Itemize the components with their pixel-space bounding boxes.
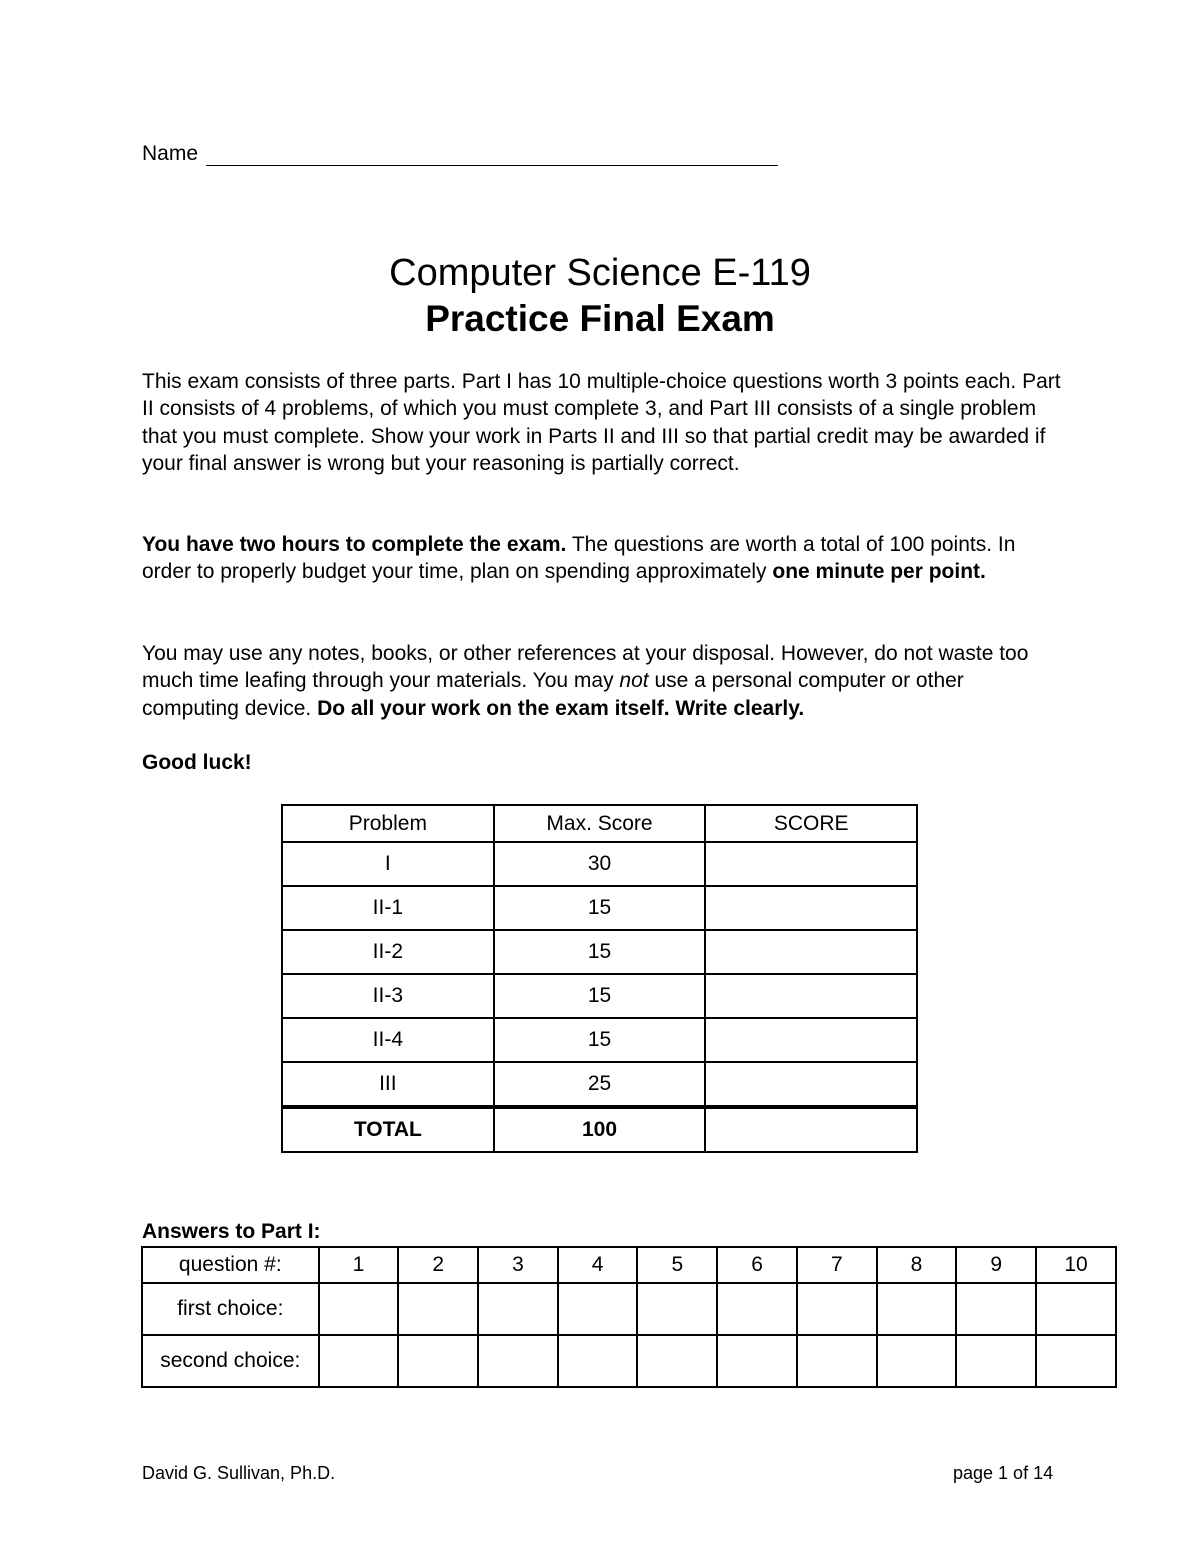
question-number: 1	[319, 1247, 399, 1283]
score-cell[interactable]	[705, 1062, 917, 1107]
answer-cell[interactable]	[956, 1283, 1036, 1335]
answer-cell[interactable]	[478, 1335, 558, 1387]
answer-cell[interactable]	[1036, 1283, 1116, 1335]
table-row	[282, 930, 917, 974]
problem-cell: II-4	[282, 1018, 494, 1062]
score-cell[interactable]	[705, 930, 917, 974]
answer-cell[interactable]	[558, 1335, 638, 1387]
rules-paragraph	[142, 640, 1062, 722]
answer-cell[interactable]	[398, 1283, 478, 1335]
second-choice-row	[142, 1335, 1116, 1387]
time-bold-lead: You have two hours to complete the exam.	[142, 533, 567, 556]
question-number-row	[142, 1247, 1116, 1283]
rules-italic: not	[619, 669, 649, 693]
score-table	[281, 804, 918, 1153]
answers-table	[141, 1246, 1117, 1388]
time-paragraph	[142, 531, 1062, 586]
header-problem: Problem	[282, 805, 494, 842]
time-text: The questions are worth a total of 100 points. In order to properly budget your time, plan on spending approximately	[142, 533, 1016, 584]
table-row	[282, 1018, 917, 1062]
answer-cell[interactable]	[1036, 1335, 1116, 1387]
table-row	[282, 1062, 917, 1107]
answer-cell[interactable]	[637, 1283, 717, 1335]
max-score-cell: 25	[494, 1062, 706, 1107]
max-score-cell: 15	[494, 930, 706, 974]
answer-cell[interactable]	[319, 1335, 399, 1387]
question-number: 7	[797, 1247, 877, 1283]
name-blank-line[interactable]	[206, 143, 778, 166]
first-choice-label: first choice:	[142, 1283, 319, 1335]
question-number: 9	[956, 1247, 1036, 1283]
header-score: SCORE	[705, 805, 917, 842]
max-score-cell: 15	[494, 1018, 706, 1062]
question-number: 8	[877, 1247, 957, 1283]
max-score-cell: 30	[494, 842, 706, 886]
good-luck: Good luck!	[142, 751, 252, 774]
header-max-score: Max. Score	[494, 805, 706, 842]
question-number: 6	[717, 1247, 797, 1283]
question-number: 3	[478, 1247, 558, 1283]
answer-cell[interactable]	[319, 1283, 399, 1335]
first-choice-row	[142, 1283, 1116, 1335]
exam-title: Practice Final Exam	[425, 298, 775, 339]
problem-cell: III	[282, 1062, 494, 1107]
time-end: .	[980, 560, 986, 584]
answer-cell[interactable]	[877, 1283, 957, 1335]
time-bold-tail: one minute per point	[772, 560, 981, 584]
total-max: 100	[494, 1107, 706, 1152]
answer-cell[interactable]	[398, 1335, 478, 1387]
score-cell[interactable]	[705, 974, 917, 1018]
second-choice-label: second choice:	[142, 1335, 319, 1387]
question-number: 4	[558, 1247, 638, 1283]
table-row	[282, 886, 917, 930]
score-cell[interactable]	[705, 842, 917, 886]
name-field	[142, 142, 778, 166]
answers-label: Answers to Part I:	[142, 1220, 321, 1243]
score-table-header	[282, 805, 917, 842]
score-cell[interactable]	[705, 1018, 917, 1062]
answer-cell[interactable]	[637, 1335, 717, 1387]
answer-cell[interactable]	[797, 1283, 877, 1335]
question-label: question #:	[142, 1247, 319, 1283]
problem-cell: I	[282, 842, 494, 886]
table-row	[282, 974, 917, 1018]
intro-paragraph: This exam consists of three parts. Part I has 10 multiple-choice questions worth 3 points each. Part II consists of 4 problems, of which you must complete 3, and Part III consists of a single problem that you must complete. Show your work in Parts II and III so that partial credit may be awarded if your final answer is wrong but your reasoning is partially correct.	[142, 370, 1061, 475]
table-row	[282, 842, 917, 886]
question-number: 10	[1036, 1247, 1116, 1283]
footer-author: David G. Sullivan, Ph.D.	[142, 1463, 336, 1483]
problem-cell: II-2	[282, 930, 494, 974]
answer-cell[interactable]	[478, 1283, 558, 1335]
rules-text-1: You may use any notes, books, or other references at your disposal. However, do not waste too much time leafing through your materials. You may	[142, 642, 1029, 693]
max-score-cell: 15	[494, 886, 706, 930]
total-score-cell[interactable]	[705, 1107, 917, 1152]
answer-cell[interactable]	[558, 1283, 638, 1335]
problem-cell: II-1	[282, 886, 494, 930]
total-row	[282, 1107, 917, 1152]
rules-bold-tail: Do all your work on the exam itself. Write clearly.	[317, 696, 805, 720]
score-cell[interactable]	[705, 886, 917, 930]
name-label: Name	[142, 142, 199, 165]
rules-text-2: use a personal computer or other computing device.	[142, 669, 964, 720]
question-number: 2	[398, 1247, 478, 1283]
answer-cell[interactable]	[797, 1335, 877, 1387]
problem-cell: II-3	[282, 974, 494, 1018]
answer-cell[interactable]	[956, 1335, 1036, 1387]
answer-cell[interactable]	[717, 1283, 797, 1335]
question-number: 5	[637, 1247, 717, 1283]
total-label: TOTAL	[282, 1107, 494, 1152]
max-score-cell: 15	[494, 974, 706, 1018]
answer-cell[interactable]	[877, 1335, 957, 1387]
answer-cell[interactable]	[717, 1335, 797, 1387]
footer-page-number: page 1 of 14	[953, 1463, 1054, 1483]
course-title: Computer Science E-119	[389, 252, 811, 294]
